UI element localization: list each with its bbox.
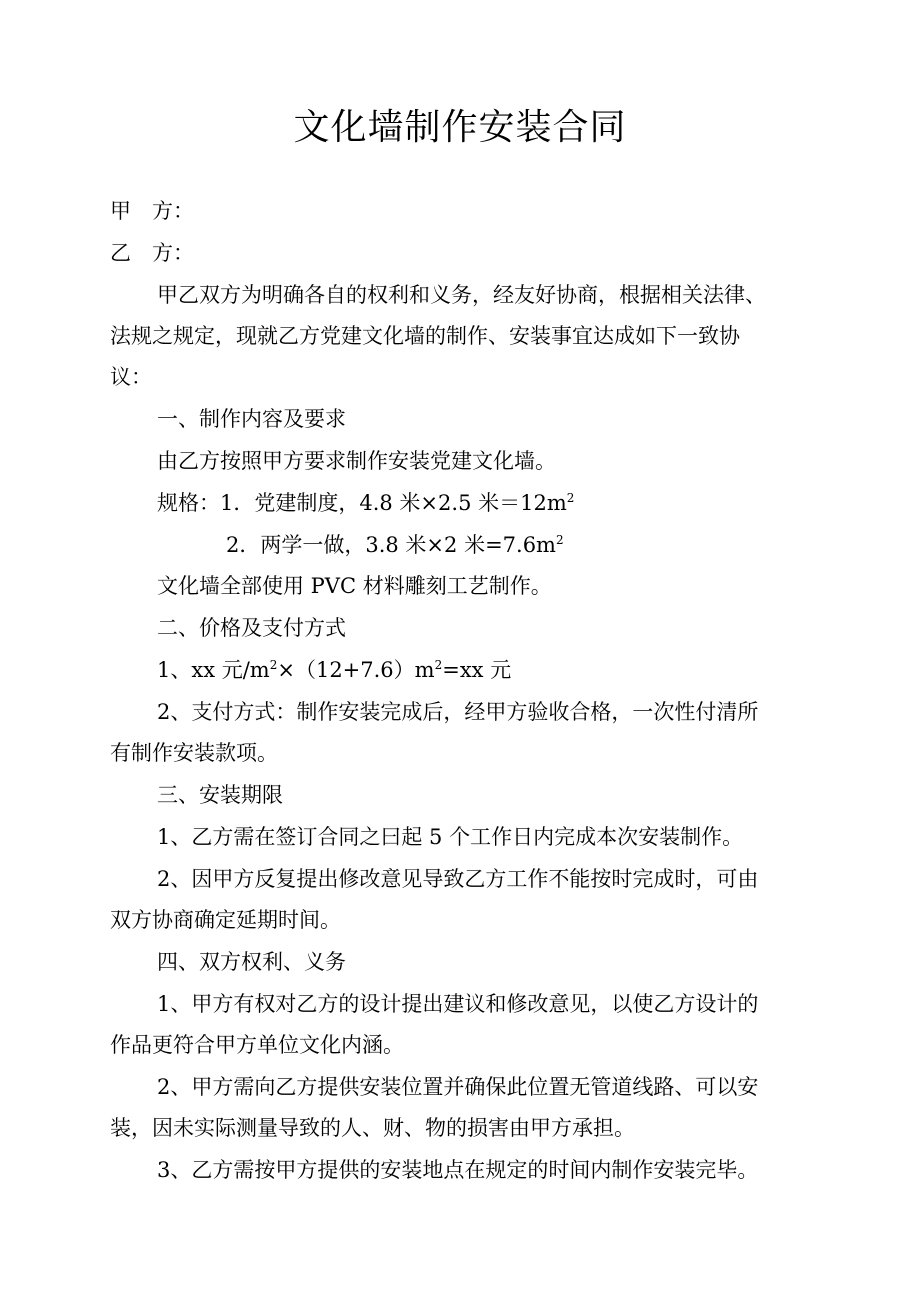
section-4-item-1-line-2: 作品更符合甲方单位文化内涵。 (110, 1033, 404, 1057)
intro-line-2: 法规之规定，现就乙方党建文化墙的制作、安装事宜达成如下一致协 (110, 324, 740, 348)
party-b-label: 乙 方： (110, 241, 194, 265)
section-4-item-1-line-1: 1、甲方有权对乙方的设计提出建议和修改意见，以使乙方设计的 (157, 992, 759, 1016)
section-2-payment-line-2: 有制作安装款项。 (110, 741, 278, 765)
section-3-item-2-line-2: 双方协商确定延期时间。 (110, 908, 341, 932)
section-3-item-2-line-1: 2、因甲方反复提出修改意见导致乙方工作不能按时完成时，可由 (157, 867, 759, 891)
document-title: 文化墙制作安装合同 (293, 107, 627, 148)
section-4-heading: 四、双方权利、义务 (157, 950, 346, 974)
section-2-heading: 二、价格及支付方式 (157, 616, 346, 640)
section-4-item-2-line-1: 2、甲方需向乙方提供安装位置并确保此位置无管道线路、可以安 (157, 1075, 759, 1099)
section-3-item-1: 1、乙方需在签订合同之曰起 5 个工作日内完成本次安装制作。 (157, 825, 744, 849)
section-2-price: 1、xx 元$/m^2\times(12+7.6)m^2=xx$ 元 (157, 658, 512, 682)
section-3-heading: 三、安装期限 (157, 783, 283, 807)
section-1-material: 文化墙全部使用 PVC 材料雕刻工艺制作。 (157, 574, 552, 598)
section-1-heading: 一、制作内容及要求 (157, 407, 346, 431)
section-1-spec-1: 规格：1．党建制度，4.8 米×2.5 米$=12m^2$ (157, 491, 575, 515)
party-a-label: 甲 方： (110, 199, 194, 223)
section-1-line-1: 由乙方按照甲方要求制作安装党建文化墙。 (157, 449, 556, 473)
section-4-item-3: 3、乙方需按甲方提供的安装地点在规定的时间内制作安装完毕。 (157, 1158, 759, 1182)
intro-line-3: 议： (110, 365, 152, 389)
intro-line-1: 甲乙双方为明确各自的权利和义务，经友好协商，根据相关法律、 (157, 283, 766, 307)
section-4-item-2-line-2: 装，因未实际测量导致的人、财、物的损害由甲方承担。 (110, 1116, 635, 1140)
section-2-payment-line-1: 2、支付方式：制作安装完成后，经甲方验收合格，一次性付清所 (157, 700, 759, 724)
section-1-spec-2: 2．两学一做，3.8 米×2 米$=7.6m^2$ (226, 533, 564, 557)
